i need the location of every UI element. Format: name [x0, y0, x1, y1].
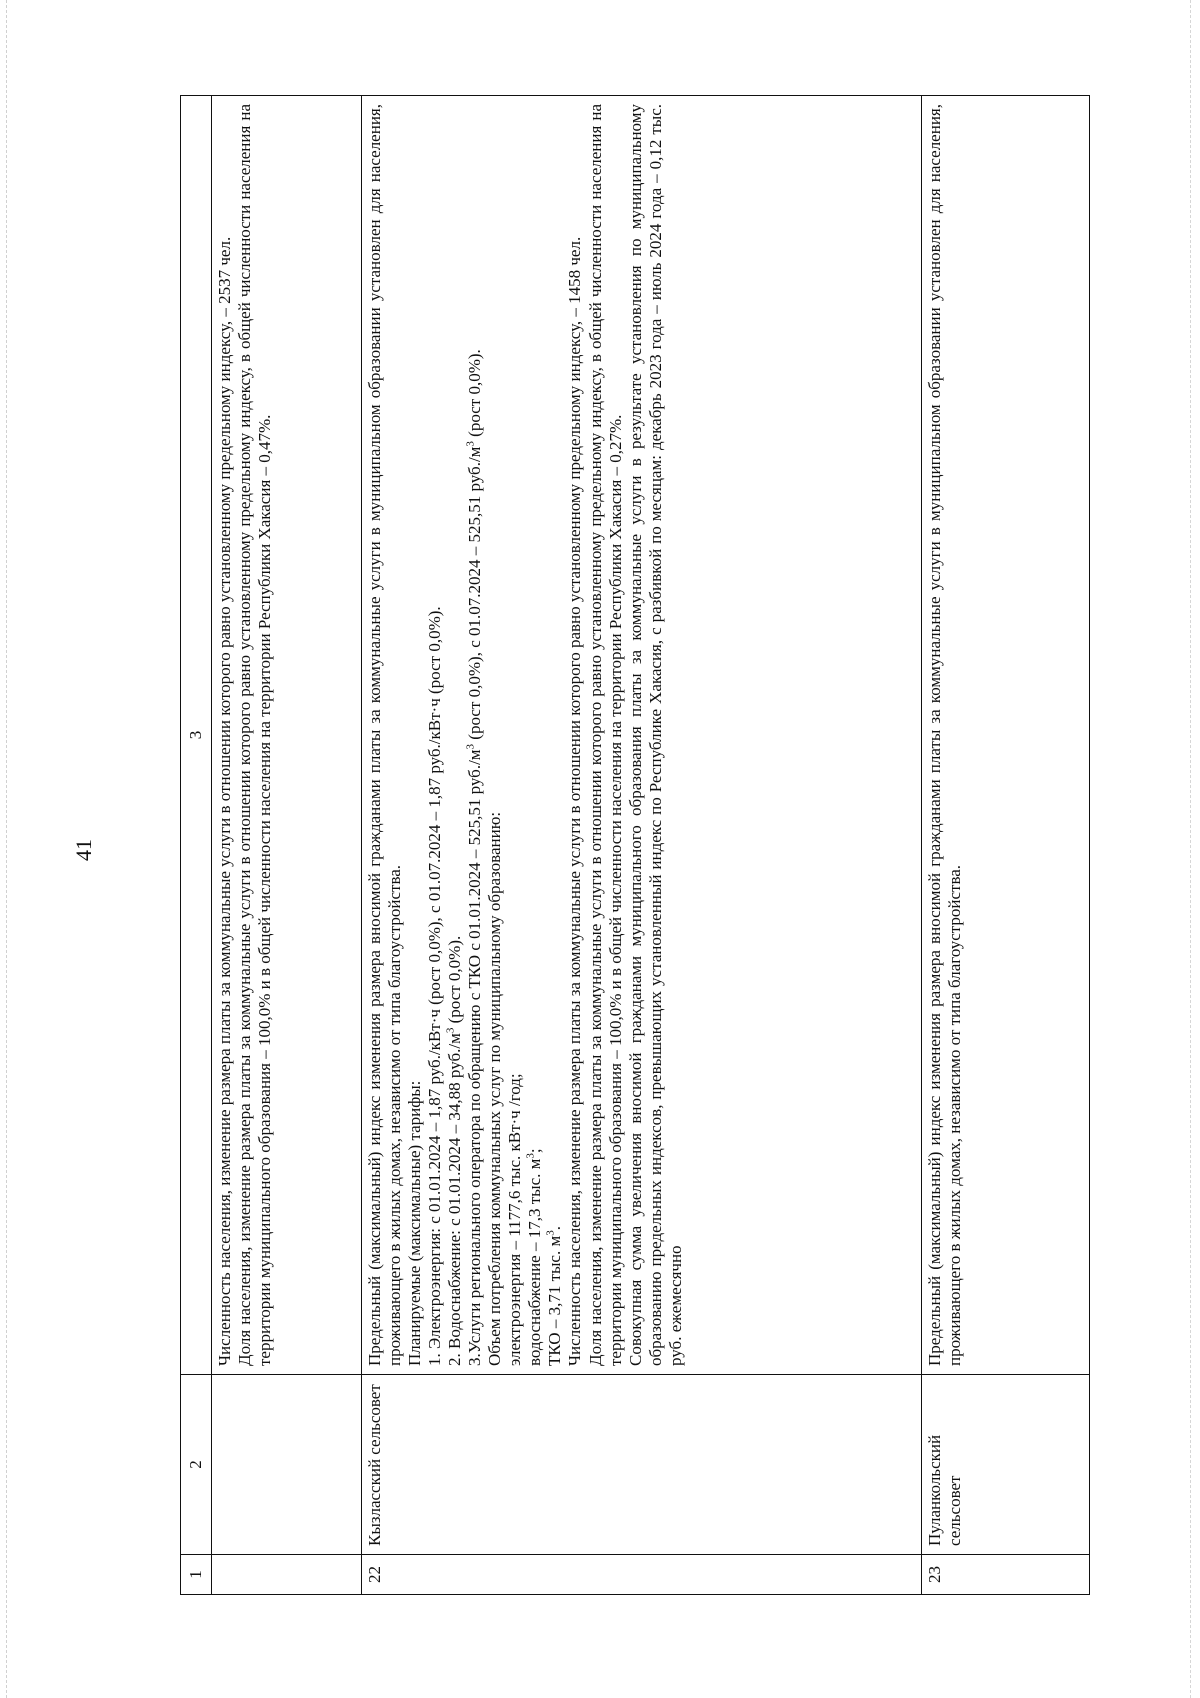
page-number: 41	[71, 839, 96, 861]
text-water-b: (рост 0,0%).	[445, 935, 465, 1028]
scan-edge-right	[1190, 0, 1192, 1698]
table-row-continuation	[212, 96, 362, 1595]
table-header-row	[181, 96, 212, 1595]
paragraph-consumption-title: Объем потребления коммунальных услуг по муниципальному образованию:	[485, 811, 505, 1366]
superscript-3: 3	[524, 1153, 537, 1159]
rotated-table-container	[180, 95, 1090, 1595]
header-col-1: 1	[181, 1555, 212, 1595]
table-row-23	[922, 96, 1090, 1595]
superscript-3: 3	[544, 1230, 557, 1236]
paragraph-consumption-electricity: электроэнергия – 1177,6 тыс. кВт·ч /год;	[505, 1073, 525, 1366]
superscript-3: 3	[464, 743, 477, 750]
paragraph-index: Предельный (максимальный) индекс изменения размера вносимой гражданами платы за коммунальные услуги в муниципальном образовании установлен для населения, проживающего в жилых домах, независимо от типа благоустройства.	[925, 104, 965, 1366]
text-tko-a: 3.Услуги регионального оператора по обращению с ТКО с 01.01.2024 – 525,51 руб./м	[465, 749, 485, 1366]
municipality-name: Кызласский сельсовет	[362, 1375, 922, 1555]
superscript-3: 3	[444, 1027, 457, 1034]
text-cons-water: водоснабжение – 17,3 тыс. м	[525, 1158, 545, 1366]
text-water-a: 2. Водоснабжение: с 01.01.2024 – 34,88 руб./м	[445, 1033, 465, 1366]
row-number: 22	[362, 1555, 922, 1595]
header-col-2: 2	[181, 1375, 212, 1555]
paragraph-consumption-water	[525, 104, 545, 1366]
text-cons-tko-end: .	[545, 1226, 565, 1231]
paragraph-water	[445, 104, 465, 1366]
paragraph-tko	[465, 104, 485, 1366]
text-tko-c: (рост 0,0%).	[465, 349, 485, 442]
paragraph-share: Доля населения, изменение размера платы за коммунальные услуги в отношении которого равно установленному предельному индексу, в общей численности населения на территории муниципального образования – 100,0% и в общей численности населения на территории Республики Хакасия – 0,47%.	[235, 104, 275, 1366]
table-row-22	[362, 96, 922, 1595]
row-number: 23	[922, 1555, 1090, 1595]
cell-description	[362, 96, 922, 1375]
text-tko-b: (рост 0,0%), с 01.07.2024 – 525,51 руб./м	[465, 446, 485, 744]
paragraph-index: Предельный (максимальный) индекс изменения размера вносимой гражданами платы за коммунальные услуги в муниципальном образовании установлен для населения, проживающего в жилых домах, независимо от типа благоустройства.	[365, 104, 405, 1366]
text-cons-water-end: ;	[525, 1148, 545, 1154]
paragraph-share: Доля населения, изменение размера платы за коммунальные услуги в отношении которого равно установленному предельному индексу, в общей численности населения на территории муниципального образования – 100,0% и в общей численности населения на территории Республики Хакасия – 0,27%.	[585, 104, 625, 1366]
paragraph-population: Численность населения, изменение размера платы за коммунальные услуги в отношении которого равно установленному предельному индексу, – 2537 чел.	[215, 236, 234, 1366]
paragraph-total-increase: Совокупная сумма увеличения вносимой гражданами муниципального образования платы за коммунальные услуги в результате установления по муниципальному образованию предельных индексов, превышающих установленный индекс по Республике Хакасия, с разбивкой по месяцам: декабрь 2023 года – июль 2024 года – 0,12 тыс. руб. ежемесячно	[625, 104, 685, 1366]
cell-number	[212, 1555, 362, 1595]
paragraph-consumption-tko	[545, 104, 565, 1366]
paragraph-tariffs-title: Планируемые (максимальные) тарифы:	[405, 1080, 425, 1366]
scan-edge-left	[6, 0, 8, 1698]
cell-description	[212, 96, 362, 1375]
cell-description	[922, 96, 1090, 1375]
text-cons-tko: ТКО – 3,71 тыс. м	[545, 1235, 565, 1366]
paragraph-population: Численность населения, изменение размера платы за коммунальные услуги в отношении которого равно установленному предельному индексу, – 1458 чел.	[565, 236, 585, 1366]
municipality-name: Пуланкольский сельсовет	[922, 1375, 1090, 1555]
rotated-content	[180, 95, 1090, 1595]
cell-municipality	[212, 1375, 362, 1555]
header-col-3: 3	[181, 96, 212, 1375]
tariff-table	[180, 95, 1090, 1595]
superscript-3: 3	[464, 441, 477, 447]
paragraph-electricity: 1. Электроэнергия: с 01.01.2024 – 1,87 руб./кВт·ч (рост 0,0%), с 01.07.2024 – 1,87 руб./кВт·ч (рост 0,0%).	[425, 606, 445, 1366]
